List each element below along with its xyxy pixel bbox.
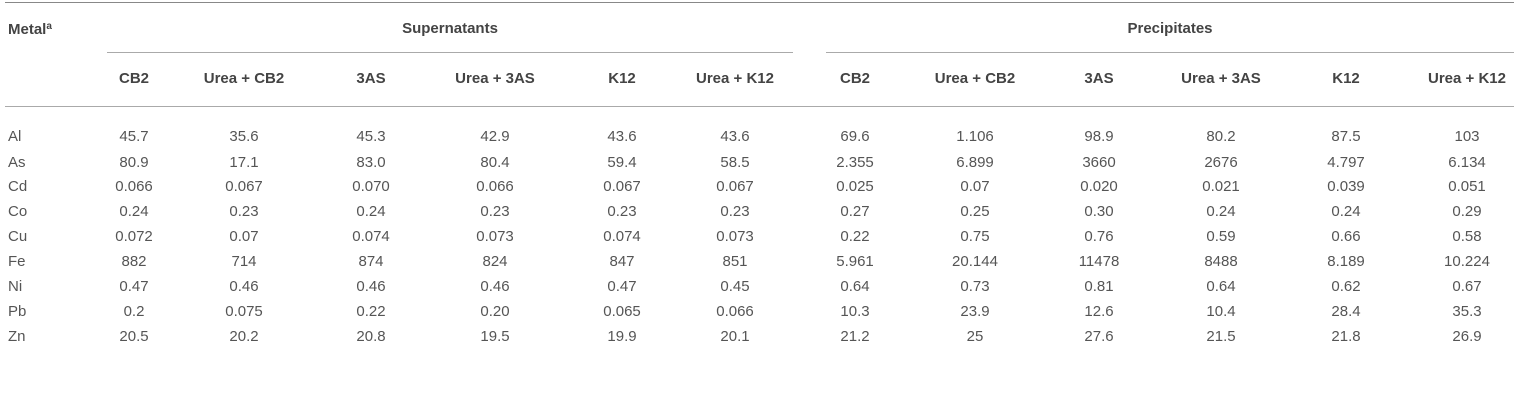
table-cell: 1.106 [956,128,994,145]
table-cell: 0.46 [229,278,259,295]
table-cell: 0.81 [1084,278,1114,295]
table-cell: 12.6 [1084,303,1114,320]
row-metal-label: Cd [8,178,28,195]
table-cell: 103 [1454,128,1480,145]
column-header-precipitates-2: Urea + CB2 [934,70,1016,87]
column-header-supernatants-5: K12 [608,70,636,87]
table-cell: 80.4 [480,154,510,171]
table-cell: 847 [609,253,635,270]
column-header-supernatants-1: CB2 [118,70,150,87]
table-cell: 98.9 [1084,128,1114,145]
table-cell: 0.24 [119,203,149,220]
table-cell: 6.899 [956,154,994,171]
table-cell: 0.47 [607,278,637,295]
table-cell: 0.23 [720,203,750,220]
table-cell: 87.5 [1331,128,1361,145]
table-cell: 0.039 [1327,178,1365,195]
table-cell: 5.961 [836,253,874,270]
table-cell: 10.224 [1444,253,1490,270]
table-cell: 0.065 [603,303,641,320]
table-cell: 42.9 [480,128,510,145]
table-cell: 0.074 [352,228,390,245]
table-cell: 27.6 [1084,328,1114,345]
table-cell: 45.7 [119,128,149,145]
table-cell: 0.75 [960,228,990,245]
metal-column-header [8,21,52,41]
table-cell: 25 [966,328,984,345]
table-cell: 58.5 [720,154,750,171]
row-metal-label: Cu [8,228,28,245]
table-cell: 0.64 [1206,278,1236,295]
table-cell: 882 [121,253,147,270]
table-cell: 0.021 [1202,178,1240,195]
row-metal-label: Fe [8,253,26,270]
table-cell: 0.46 [480,278,510,295]
table-cell: 0.066 [716,303,754,320]
metal-header-text: Metal [8,21,47,38]
column-header-supernatants-2: Urea + CB2 [203,70,285,87]
table-cell: 43.6 [720,128,750,145]
table-cell: 0.22 [356,303,386,320]
table-cell: 0.73 [960,278,990,295]
table-cell: 0.074 [603,228,641,245]
precipitates-group-rule [826,52,1514,53]
table-cell: 21.8 [1331,328,1361,345]
table-cell: 10.4 [1206,303,1236,320]
table-cell: 714 [231,253,257,270]
table-cell: 0.072 [115,228,153,245]
table-cell: 0.025 [836,178,874,195]
table-cell: 0.20 [480,303,510,320]
table-cell: 69.6 [840,128,870,145]
table-cell: 0.075 [225,303,263,320]
table-cell: 83.0 [356,154,386,171]
table-cell: 0.24 [1331,203,1361,220]
table-cell: 0.59 [1206,228,1236,245]
table-cell: 0.30 [1084,203,1114,220]
table-cell: 35.3 [1452,303,1482,320]
table-cell: 20.1 [720,328,750,345]
group-header-supernatants: Supernatants [402,20,498,37]
table-cell: 0.23 [229,203,259,220]
table-cell: 19.9 [607,328,637,345]
table-cell: 21.2 [840,328,870,345]
table-cell: 35.6 [229,128,259,145]
group-header-precipitates: Precipitates [1127,20,1213,37]
table-cell: 0.067 [603,178,641,195]
table-cell: 0.76 [1084,228,1114,245]
table-cell: 43.6 [607,128,637,145]
row-metal-label: Ni [8,278,23,295]
column-header-supernatants-4: Urea + 3AS [455,70,535,87]
table-cell: 4.797 [1327,154,1365,171]
table-cell: 0.45 [720,278,750,295]
table-cell: 0.64 [840,278,870,295]
row-metal-label: Co [8,203,28,220]
table-cell: 0.066 [115,178,153,195]
table-cell: 0.073 [476,228,514,245]
column-header-precipitates-3: 3AS [1084,70,1114,87]
table-cell: 0.47 [119,278,149,295]
column-header-supernatants-3: 3AS [356,70,386,87]
table-cell: 11478 [1078,253,1120,270]
table-cell: 0.25 [960,203,990,220]
table-cell: 0.66 [1331,228,1361,245]
table-cell: 0.24 [1206,203,1236,220]
table-cell: 0.2 [123,303,145,320]
table-cell: 10.3 [840,303,870,320]
table-cell: 0.24 [356,203,386,220]
column-header-precipitates-6: Urea + K12 [1428,70,1506,87]
table-cell: 3660 [1082,154,1116,171]
table-cell: 0.58 [1452,228,1482,245]
row-metal-label: Al [8,128,22,145]
table-cell: 80.9 [119,154,149,171]
table-cell: 8.189 [1327,253,1365,270]
table-cell: 0.29 [1452,203,1482,220]
table-cell: 0.020 [1080,178,1118,195]
table-cell: 851 [722,253,748,270]
table-cell: 28.4 [1331,303,1361,320]
table-cell: 0.67 [1452,278,1482,295]
table-cell: 59.4 [607,154,637,171]
row-metal-label: Pb [8,303,27,320]
table-cell: 0.23 [607,203,637,220]
column-header-precipitates-1: CB2 [839,70,871,87]
table-cell: 45.3 [356,128,386,145]
supernatants-group-rule [107,52,793,53]
table-cell: 80.2 [1206,128,1236,145]
table-cell: 17.1 [229,154,259,171]
table-cell: 874 [358,253,384,270]
table-cell: 0.23 [480,203,510,220]
table-cell: 0.46 [356,278,386,295]
table-cell: 23.9 [960,303,990,320]
table-cell: 0.07 [229,228,259,245]
table-cell: 0.070 [352,178,390,195]
table-cell: 8488 [1204,253,1238,270]
table-cell: 824 [482,253,508,270]
header-bottom-rule [5,106,1514,107]
column-header-precipitates-4: Urea + 3AS [1181,70,1261,87]
table-cell: 2.355 [836,154,874,171]
table-cell: 20.2 [229,328,259,345]
table-cell: 0.27 [840,203,870,220]
table-cell: 20.8 [356,328,386,345]
table-cell: 0.067 [716,178,754,195]
column-header-supernatants-6: Urea + K12 [696,70,774,87]
table-cell: 0.073 [716,228,754,245]
table-cell: 0.051 [1448,178,1486,195]
metal-header-footnote-marker: a [46,21,52,32]
table-cell: 6.134 [1448,154,1486,171]
row-metal-label: Zn [8,328,26,345]
table-cell: 0.22 [840,228,870,245]
table-cell: 0.067 [225,178,263,195]
table-cell: 26.9 [1452,328,1482,345]
table-cell: 21.5 [1206,328,1236,345]
table-cell: 0.066 [476,178,514,195]
table-cell: 20.144 [952,253,998,270]
table-cell: 0.07 [960,178,990,195]
table-cell: 0.62 [1331,278,1361,295]
column-header-precipitates-5: K12 [1332,70,1360,87]
row-metal-label: As [8,154,26,171]
table-top-rule [5,2,1514,3]
table-cell: 19.5 [480,328,510,345]
table-cell: 20.5 [119,328,149,345]
table-cell: 2676 [1204,154,1238,171]
